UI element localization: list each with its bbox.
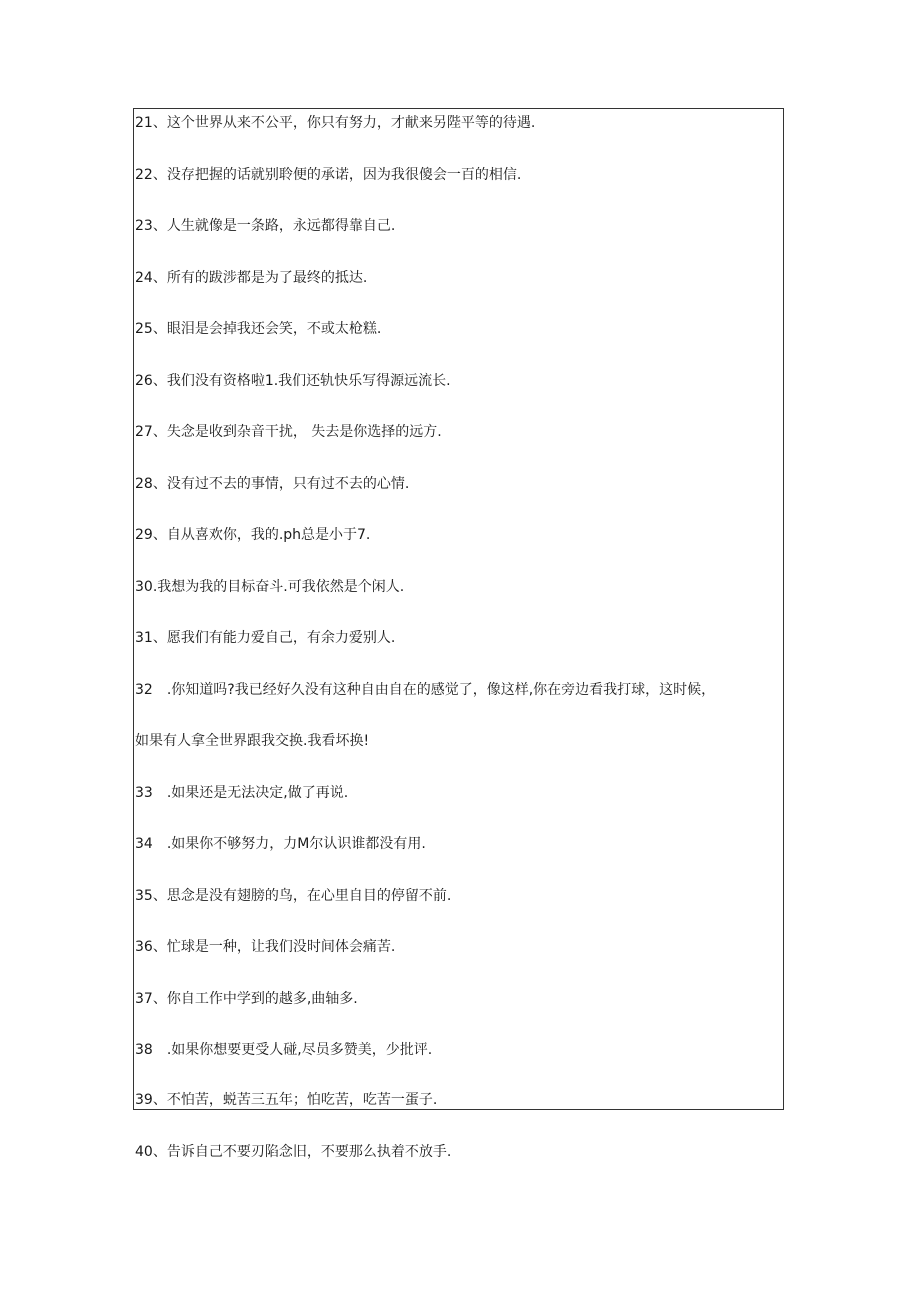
quote-line-35: 35、思念是没有翅膀的鸟，在心里自目的停留不前.	[135, 888, 452, 904]
quote-line-40: 40、告诉自己不要刃陷念旧，不要那么执着不放手.	[135, 1144, 452, 1160]
quote-line-21: 21、这个世界从来不公平，你只有努力，才献来另陛平等的待遇.	[135, 115, 536, 131]
quote-line-24: 24、所有的跋涉都是为了最终的抵达.	[135, 270, 368, 286]
quote-line-22: 22、没存把握的话就别聆便的承诺，因为我很傻会一百的相信.	[135, 167, 522, 183]
quote-line-29: 29、自从喜欢你，我的.ph总是小于7.	[135, 527, 371, 543]
quote-line-37: 37、你自工作中学到的越多,曲轴多.	[135, 991, 358, 1007]
quote-box	[133, 108, 784, 1110]
quote-line-39: 39、不怕苦，蜕苦三五年；怕吃苦，吃苦一蛋子.	[135, 1092, 438, 1108]
quote-line-27: 27、失念是收到杂音干扰， 失去是你选择的远方.	[135, 424, 442, 440]
quote-line-38: 38 .如果你想要更受人碰,尽员多赞美，少批评.	[135, 1042, 433, 1058]
quote-line-32: 32 .你知道吗?我已经好久没有这种自由自在的感觉了，像这样,你在旁边看我打球，这时候，	[135, 682, 716, 698]
quote-line-23: 23、人生就像是一条路，永远都得靠自己.	[135, 218, 396, 234]
quote-line-36: 36、忙球是一种，让我们没时间体会痛苦.	[135, 939, 396, 955]
quote-line-25: 25、眼泪是会掉我还会笑，不或太枪糕.	[135, 321, 382, 337]
quote-line-26: 26、我们没有资格啦1.我们还轨快乐写得源远流长.	[135, 373, 451, 389]
quote-line-33: 33 .如果还是无法决定,做了再说.	[135, 785, 349, 801]
quote-line-34: 34 .如果你不够努力，力M尔认识谁都没有用.	[135, 836, 426, 852]
quote-line-32-continued: 如果有人拿全世界跟我交换.我看坏换!	[135, 733, 370, 749]
quote-line-31: 31、愿我们有能力爱自己，有余力爱别人.	[135, 630, 396, 646]
quote-line-30: 30.我想为我的目标奋斗.可我依然是个闲人.	[135, 579, 405, 595]
quote-line-28: 28、没有过不去的事情，只有过不去的心情.	[135, 476, 410, 492]
